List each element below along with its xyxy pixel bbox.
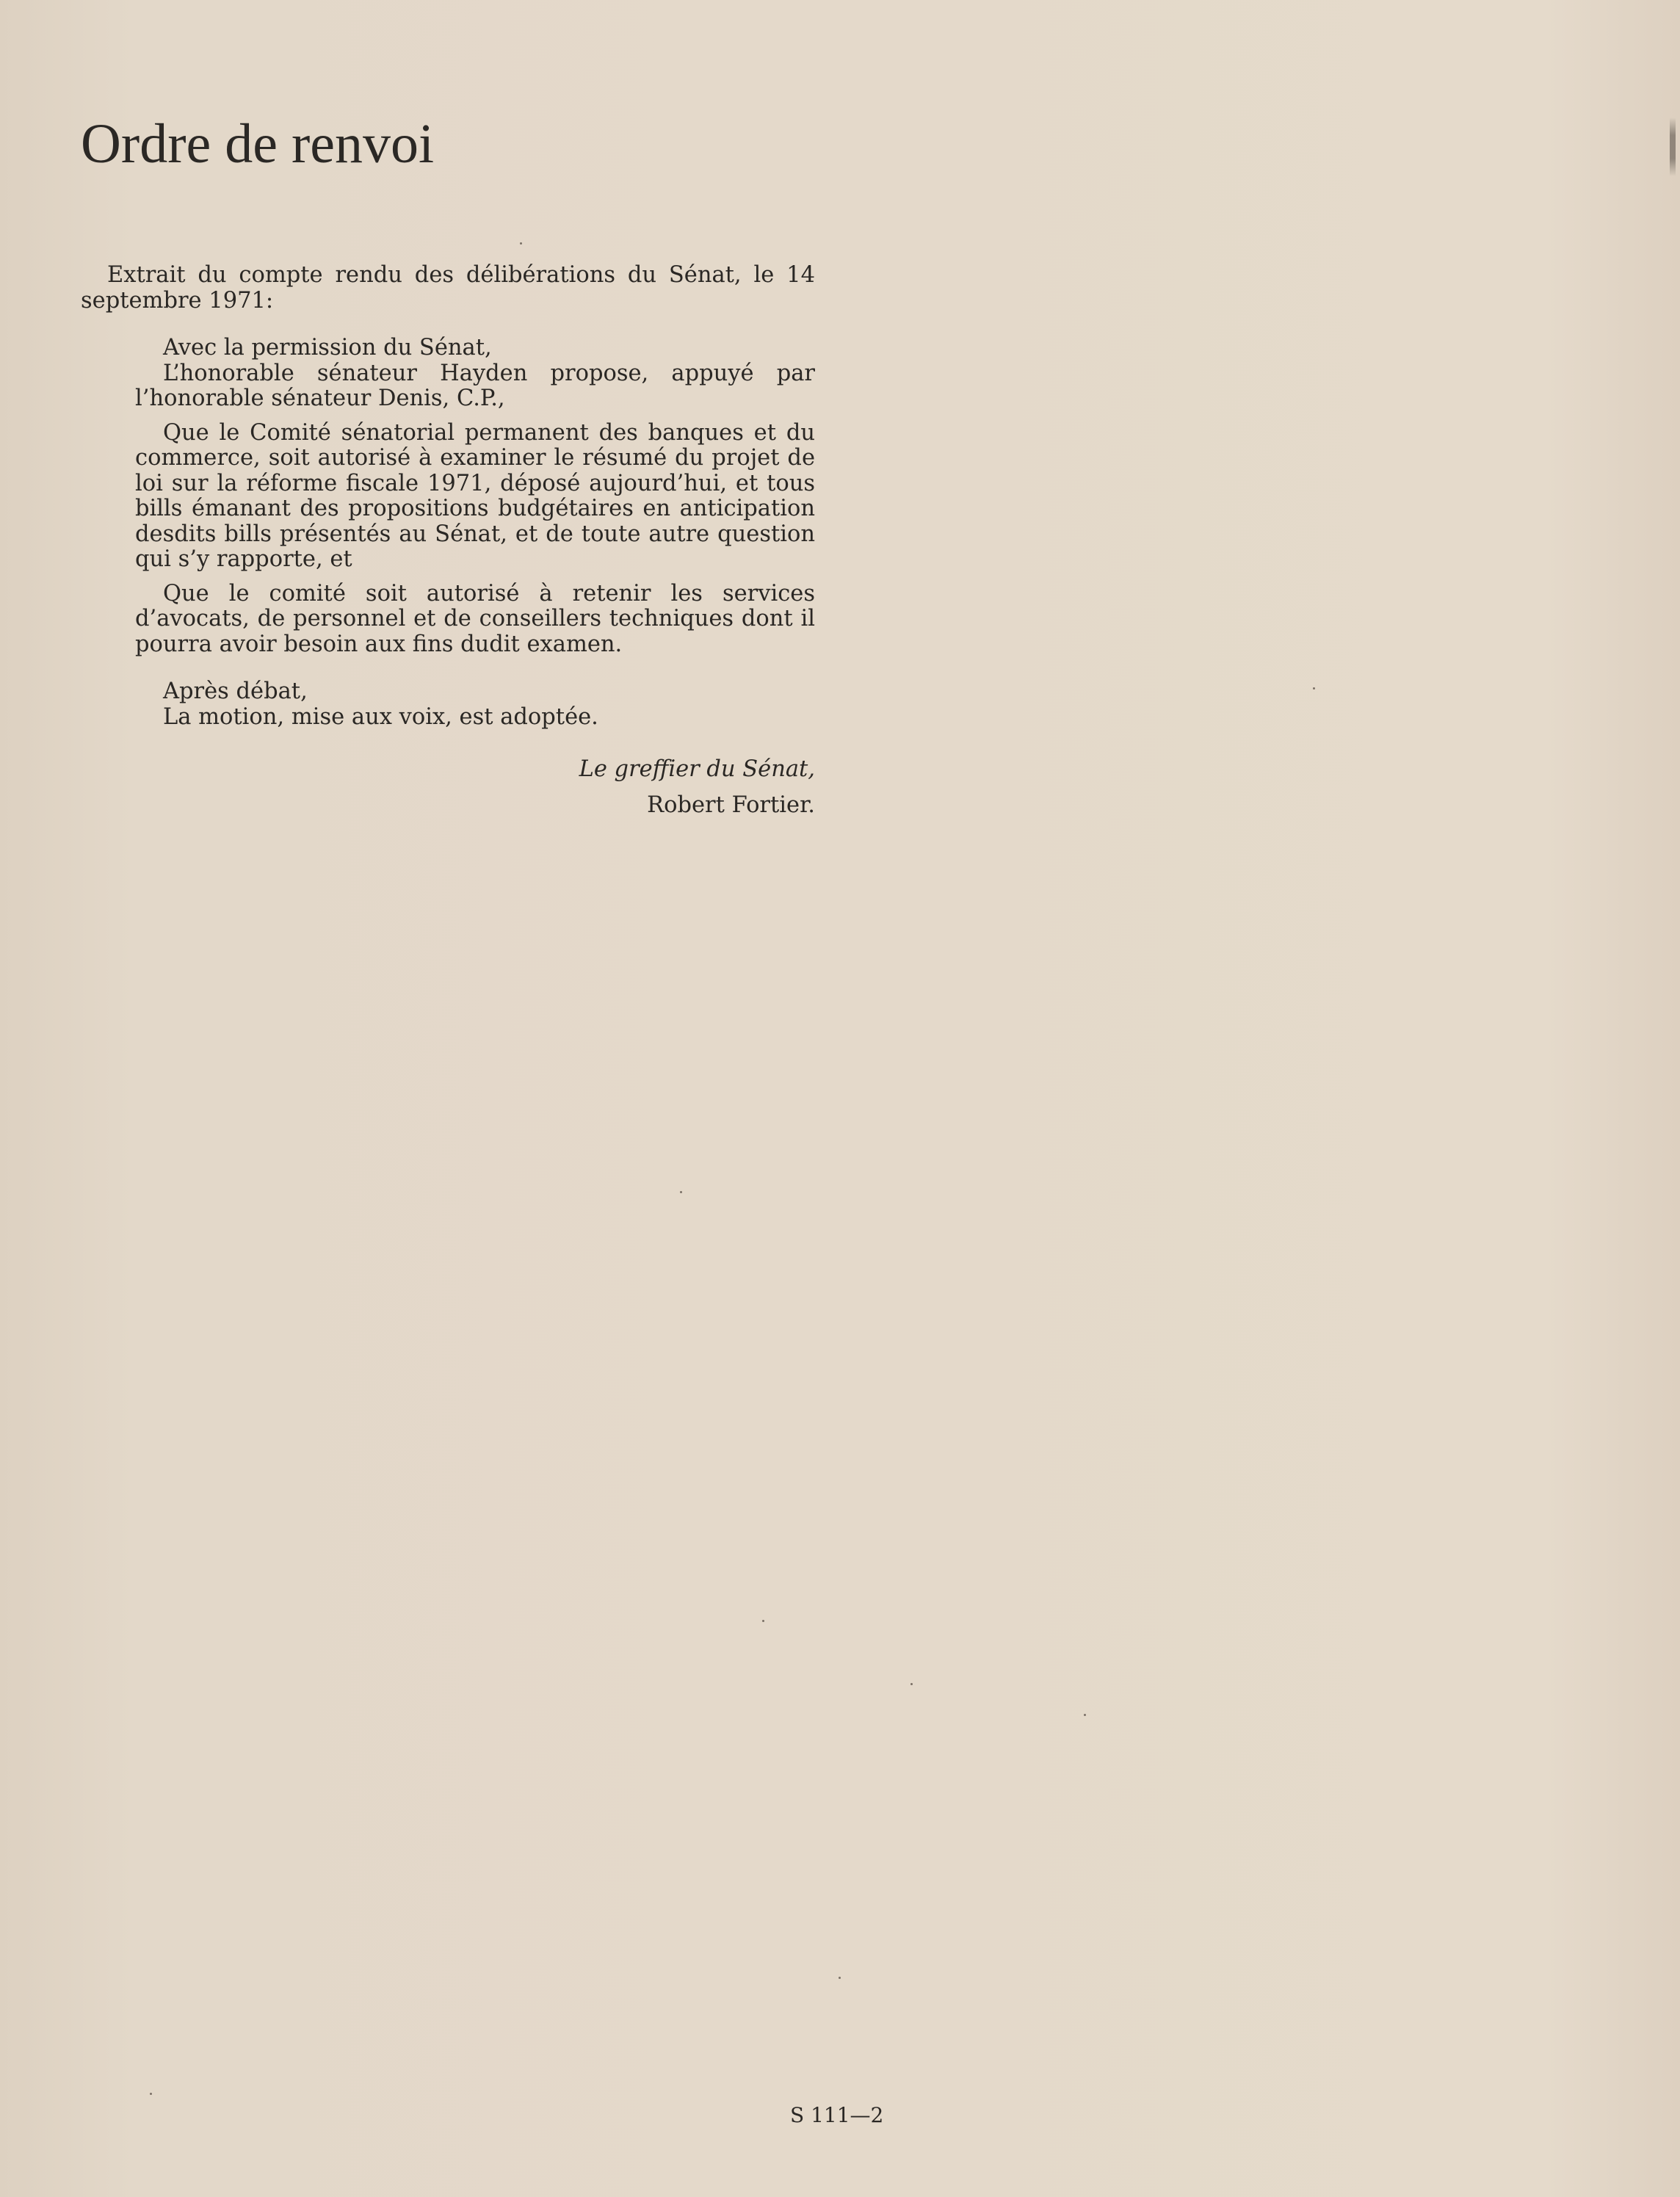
outcome-line-1: Après débat,: [163, 678, 308, 704]
binding-edge-mark: [1670, 117, 1676, 176]
paper-speck: [910, 1683, 913, 1685]
intro-paragraph: Extrait du compte rendu des délibérations du Sénat, le 14 septembre 1971:: [81, 262, 815, 314]
signature-block: [81, 755, 815, 827]
paper-speck: [1313, 687, 1315, 689]
page-folio: S 111—2: [790, 2103, 884, 2127]
motion-paragraph-1: Que le Comité sénatorial permanent des banques et du commerce, soit autorisé à examiner le résumé du projet de loi sur la réforme fiscale 1971, déposé aujourd’hui, et tous bills émanant des propositions budgétaires en anticipation desdits bills présentés au Sénat, et de toute autre question qui s’y rapporte, et: [135, 419, 815, 572]
paper-speck: [762, 1620, 764, 1622]
outcome-line-2: La motion, mise aux voix, est adoptée.: [163, 703, 598, 730]
body-column: [81, 263, 815, 827]
motion-proposer-line: L’honorable sénateur Hayden propose, appuyé par l’honorable sénateur Denis, C.P.,: [135, 360, 815, 411]
motion-block: [135, 336, 815, 657]
motion-outcome: [135, 679, 815, 730]
paper-speck: [680, 1191, 682, 1193]
page-title: Ordre de renvoi: [81, 113, 435, 175]
motion-paragraph-2: Que le comité soit autorisé à retenir les services d’avocats, de personnel et de conseillers techniques dont il pourra avoir besoin aux fins dudit examen.: [135, 580, 815, 657]
paper-speck: [520, 242, 522, 245]
paper-speck: [839, 1977, 841, 1979]
paper-speck: [150, 2093, 152, 2095]
signature-title: Le greffier du Sénat,: [579, 756, 815, 782]
paper-speck: [1084, 1714, 1086, 1716]
motion-opening-line: Avec la permission du Sénat,: [163, 335, 492, 361]
signature-name: Robert Fortier.: [647, 792, 815, 818]
